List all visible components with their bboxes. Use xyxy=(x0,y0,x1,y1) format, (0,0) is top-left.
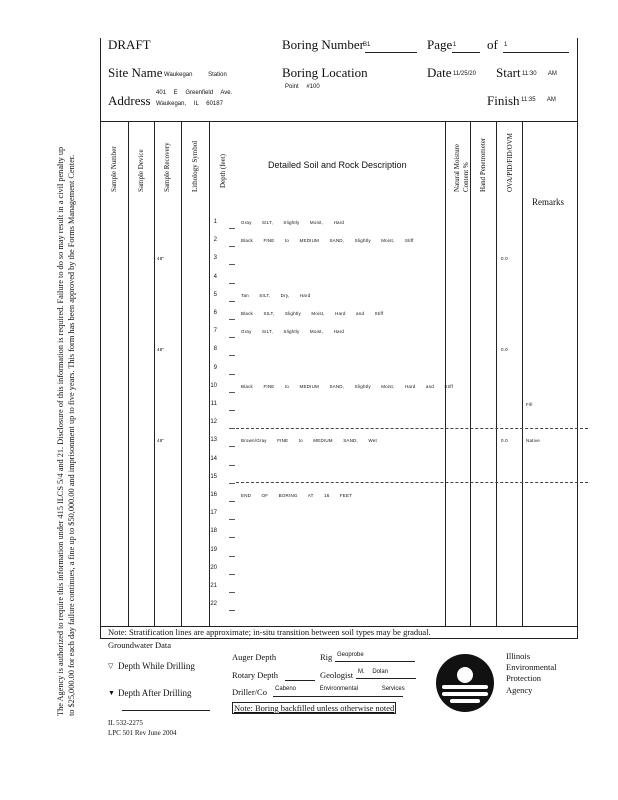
depth-number: 18 xyxy=(210,528,217,535)
boring-number-value: B1 xyxy=(363,42,371,48)
depth-number: 7 xyxy=(213,328,217,335)
sample-recovery-value: 48" xyxy=(157,256,165,262)
col-sample-device: Sample Device xyxy=(137,149,145,192)
depth-number: 13 xyxy=(210,437,217,444)
soil-description: Brown/Gray FINE to MEDIUM SAND, Wet xyxy=(241,438,377,444)
depth-tick xyxy=(229,537,235,538)
of-label: of xyxy=(487,37,498,52)
col-sample-number: Sample Number xyxy=(110,146,118,192)
legal-notice-line2: to $25,000.00 for each day failure continues, a fine up to $50,000.00 and imprisonment up to five years. This form has been approved by the Forms Management Center. xyxy=(67,154,76,716)
soil-description: Black FINE to MEDIUM SAND, Slightly Moist, Hard and Stiff xyxy=(241,383,454,389)
col-lithology-symbol: Lithology Symbol xyxy=(191,140,199,192)
col-depth: Depth (feet) xyxy=(219,153,227,188)
depth-tick xyxy=(229,337,235,338)
iepa-logo xyxy=(436,654,494,712)
soil-description: Gray SILT, Slightly Moist, Hard xyxy=(241,329,345,335)
depth-number: 20 xyxy=(210,564,217,571)
col-description: Detailed Soil and Rock Description xyxy=(268,160,407,170)
depth-tick xyxy=(229,301,235,302)
start-value: 11:30 AM xyxy=(522,71,557,77)
date-value: 11/25/20 xyxy=(453,71,476,77)
strat-line-fill xyxy=(236,428,588,429)
geologist-value: M. Dolan xyxy=(358,669,389,675)
depth-while-drilling: Depth While Drilling xyxy=(118,661,195,671)
auger-depth: Auger Depth xyxy=(232,652,277,662)
legal-notice-line1: The Agency is authorized to require this information under 415 ILCS 5/4 and 21. Disclosure of this information is required. Failure to do so may result in a civil penalty up xyxy=(56,146,65,716)
of-value: 1 xyxy=(504,42,508,48)
start-label: Start xyxy=(496,65,521,80)
rig-value: Geoprobe xyxy=(337,652,364,658)
boring-location-value: Point #100 xyxy=(285,84,320,90)
agency-line4: Agency xyxy=(506,685,533,695)
depth-after-icon: ▼ xyxy=(108,689,115,697)
depth-number: 4 xyxy=(213,273,217,280)
depth-tick xyxy=(229,519,235,520)
depth-number: 11 xyxy=(210,401,217,407)
boring-number-label: Boring Number xyxy=(282,37,364,52)
geologist-label: Geologist xyxy=(320,670,354,680)
col-remarks: Remarks xyxy=(532,197,564,207)
address-line2: Waukegan, IL 60187 xyxy=(156,101,223,107)
remark: Native xyxy=(526,438,540,444)
col-moisture: Natural Moisture Content % xyxy=(453,143,470,192)
depth-number: 1 xyxy=(213,219,217,225)
rotary-depth: Rotary Depth xyxy=(232,670,279,680)
form-rev: LPC 501 Rev June 2004 xyxy=(108,729,177,737)
depth-number: 22 xyxy=(210,601,217,608)
depth-tick xyxy=(229,465,235,466)
driller-value: Cabeno Environmental Services xyxy=(275,686,405,692)
depth-tick xyxy=(229,410,235,411)
depth-tick xyxy=(229,392,235,393)
boring-location-label: Boring Location xyxy=(282,65,368,80)
agency-line1: Illinois xyxy=(506,651,531,661)
depth-tick xyxy=(229,446,235,447)
page-value: 1 xyxy=(453,42,457,48)
remark: Fill xyxy=(526,402,533,407)
depth-tick xyxy=(229,592,235,593)
depth-tick xyxy=(229,228,235,229)
site-name-label: Site Name xyxy=(108,65,163,80)
agency-line2: Environmental xyxy=(506,662,557,672)
draft-label: DRAFT xyxy=(108,37,151,52)
form-id: IL 532-2275 xyxy=(108,719,143,727)
depth-tick xyxy=(229,283,235,284)
depth-while-icon: ▽ xyxy=(108,662,114,670)
rig-label: Rig xyxy=(320,652,333,662)
soil-description: Tan SILT, Dry, Hard xyxy=(241,292,311,298)
ova-reading: 0.0 xyxy=(501,256,508,262)
agency-line3: Protection xyxy=(506,673,541,683)
depth-number: 15 xyxy=(210,473,217,480)
depth-tick xyxy=(229,610,235,611)
depth-number: 5 xyxy=(213,291,217,298)
address-line1: 401 E Greenfield Ave. xyxy=(156,90,233,96)
date-label: Date xyxy=(427,65,452,80)
depth-after-drilling: Depth After Drilling xyxy=(118,688,192,698)
depth-number: 2 xyxy=(213,237,217,244)
depth-tick xyxy=(229,483,235,484)
depth-number: 10 xyxy=(210,382,217,389)
address-label: Address xyxy=(108,93,151,108)
depth-number: 21 xyxy=(210,583,217,589)
depth-number: 12 xyxy=(210,419,217,426)
depth-tick xyxy=(229,246,235,247)
groundwater-label: Groundwater Data xyxy=(108,640,172,650)
ova-reading: 0.0 xyxy=(501,347,508,353)
depth-tick xyxy=(229,501,235,502)
strat-line-end xyxy=(236,482,588,483)
depth-number: 19 xyxy=(210,546,217,553)
depth-tick xyxy=(229,264,235,265)
depth-number: 3 xyxy=(213,255,217,262)
depth-number: 17 xyxy=(210,510,217,517)
depth-tick xyxy=(229,355,235,356)
depth-number: 6 xyxy=(213,310,217,316)
col-ova: OVA/PID/FID/OVM xyxy=(506,133,514,192)
col-sample-recovery: Sample Recovery xyxy=(163,142,171,192)
depth-number: 9 xyxy=(213,364,217,371)
depth-number: 16 xyxy=(210,492,217,498)
depth-tick xyxy=(229,556,235,557)
page-label: Page xyxy=(427,37,453,52)
finish-value: 11:35 AM xyxy=(521,97,556,103)
soil-description: END OF BORING AT 16 FEET xyxy=(241,493,353,498)
soil-description: Black FINE to MEDIUM SAND, Slightly Moist, Stiff xyxy=(241,238,414,244)
depth-number: 14 xyxy=(210,455,217,462)
sample-recovery-value: 48" xyxy=(157,438,165,444)
depth-tick xyxy=(229,319,235,320)
sample-recovery-value: 48" xyxy=(157,347,165,353)
depth-tick xyxy=(229,428,235,429)
soil-description: Black SILT, Slightly Moist, Hard and Stiff xyxy=(241,311,384,316)
depth-tick xyxy=(229,574,235,575)
soil-description: Gray SILT, Slightly Moist, Hard xyxy=(241,220,345,225)
depth-tick xyxy=(229,374,235,375)
site-name-value: Waukegan Station xyxy=(164,72,227,78)
ova-reading: 0.0 xyxy=(501,438,508,444)
driller-label: Driller/Co xyxy=(232,687,267,697)
finish-label: Finish xyxy=(487,93,520,108)
note-backfilled: Note: Boring backfilled unless otherwise noted xyxy=(234,703,395,713)
col-penetrometer: Hand Penetrometer xyxy=(479,137,487,192)
note-stratification: Note: Stratification lines are approximate; in-situ transition between soil types may be gradual. xyxy=(108,627,431,637)
depth-number: 8 xyxy=(213,346,217,353)
